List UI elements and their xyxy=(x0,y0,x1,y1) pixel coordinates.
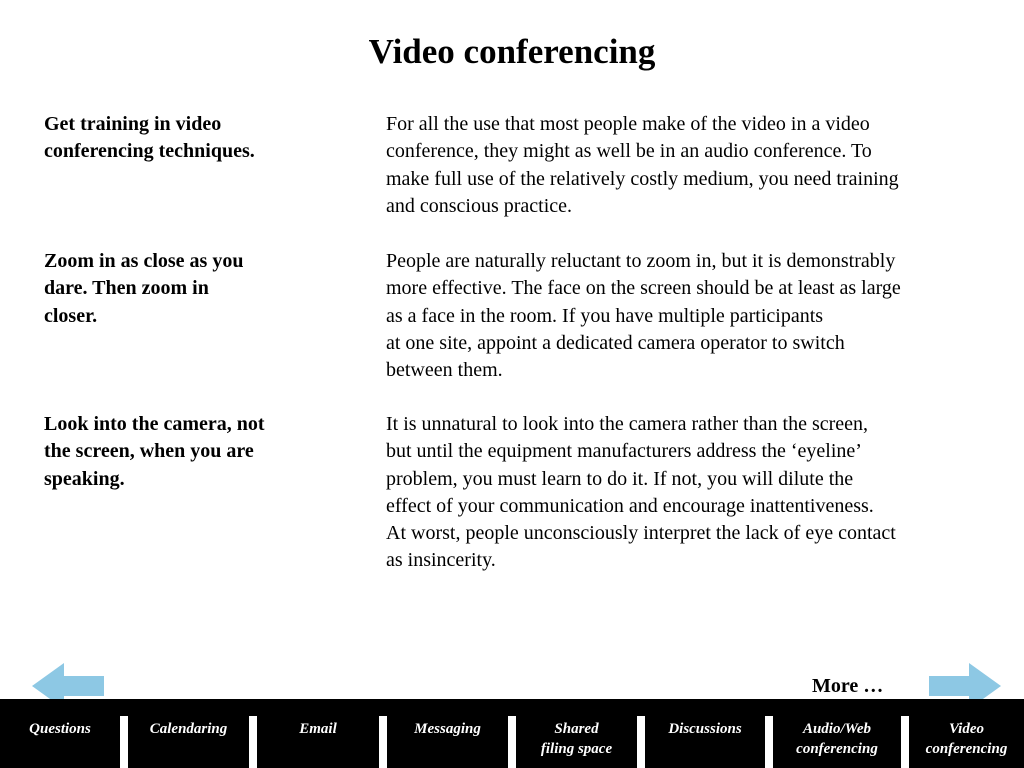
nav-divider xyxy=(765,716,773,768)
desc-line: problem, you must learn to do it. If not, you will dilute the xyxy=(386,467,854,490)
desc-line: For all the use that most people make of the video in a video xyxy=(386,113,870,135)
tip-line: speaking. xyxy=(44,467,125,490)
desc-line: People are naturally reluctant to zoom in, but it is demonstrably xyxy=(386,250,896,272)
desc-line: between them. xyxy=(386,359,503,382)
tip-description-zoom xyxy=(386,248,996,384)
tip-heading-training xyxy=(44,111,314,166)
nav-tab-label: Calendaring xyxy=(149,721,228,737)
nav-tab-calendaring[interactable] xyxy=(128,716,249,768)
tip-line: the screen, when you are xyxy=(44,440,254,463)
desc-line: conference, they might as well be in an audio conference. To xyxy=(386,140,872,163)
nav-divider xyxy=(120,716,128,768)
nav-tab-label: conferencing xyxy=(796,741,878,757)
nav-divider xyxy=(901,716,909,768)
nav-divider xyxy=(508,716,516,768)
tip-heading-eye-contact xyxy=(44,411,314,493)
nav-tab-label: conferencing xyxy=(925,741,1008,757)
desc-line: It is unnatural to look into the camera rather than the screen, xyxy=(386,413,869,435)
nav-tab-label: Questions xyxy=(29,721,91,737)
desc-line: make full use of the relatively costly medium, you need training xyxy=(386,167,899,190)
nav-tab-audio-web-conferencing[interactable] xyxy=(773,716,901,768)
more-link[interactable]: More … xyxy=(812,675,884,697)
nav-divider xyxy=(249,716,257,768)
tip-line: dare. Then zoom in xyxy=(44,277,209,300)
desc-line: at one site, appoint a dedicated camera operator to switch xyxy=(386,331,845,354)
tip-heading-zoom xyxy=(44,248,314,330)
nav-tab-label: Audio/Web xyxy=(802,721,872,737)
nav-tab-shared-filing-space[interactable] xyxy=(516,716,637,768)
desc-line: but until the equipment manufacturers address the ‘eyeline’ xyxy=(386,440,862,463)
desc-line: more effective. The face on the screen should be at least as large xyxy=(386,277,901,300)
nav-divider xyxy=(637,716,645,768)
nav-tab-email[interactable] xyxy=(257,716,379,768)
nav-tab-video-conferencing[interactable] xyxy=(909,716,1024,768)
tip-line: Look into the camera, not xyxy=(44,413,265,435)
nav-tab-questions[interactable] xyxy=(0,716,120,768)
nav-tab-label: Email xyxy=(299,721,337,737)
desc-line: and conscious practice. xyxy=(386,194,573,217)
nav-tab-label: filing space xyxy=(540,741,613,757)
desc-line: effect of your communication and encourage inattentiveness. xyxy=(386,494,874,517)
nav-tab-label: Shared xyxy=(554,721,599,737)
tip-line: closer. xyxy=(44,304,98,327)
tip-description-training xyxy=(386,111,996,220)
nav-tab-discussions[interactable] xyxy=(645,716,765,768)
page-title: Video conferencing xyxy=(368,32,656,71)
nav-divider xyxy=(379,716,387,768)
nav-tab-messaging[interactable] xyxy=(387,716,508,768)
desc-line: At worst, people unconsciously interpret the lack of eye contact xyxy=(386,522,896,545)
desc-line: as insincerity. xyxy=(386,549,496,572)
nav-tab-label: Video xyxy=(948,721,984,737)
tip-line: Get training in video xyxy=(44,113,222,135)
tip-line: Zoom in as close as you xyxy=(44,250,244,272)
desc-line: as a face in the room. If you have multiple participants xyxy=(386,304,824,327)
nav-tab-label: Messaging xyxy=(414,721,481,737)
nav-tab-label: Discussions xyxy=(668,721,742,737)
tip-description-eye-contact xyxy=(386,411,996,575)
tip-line: conferencing techniques. xyxy=(44,140,255,163)
